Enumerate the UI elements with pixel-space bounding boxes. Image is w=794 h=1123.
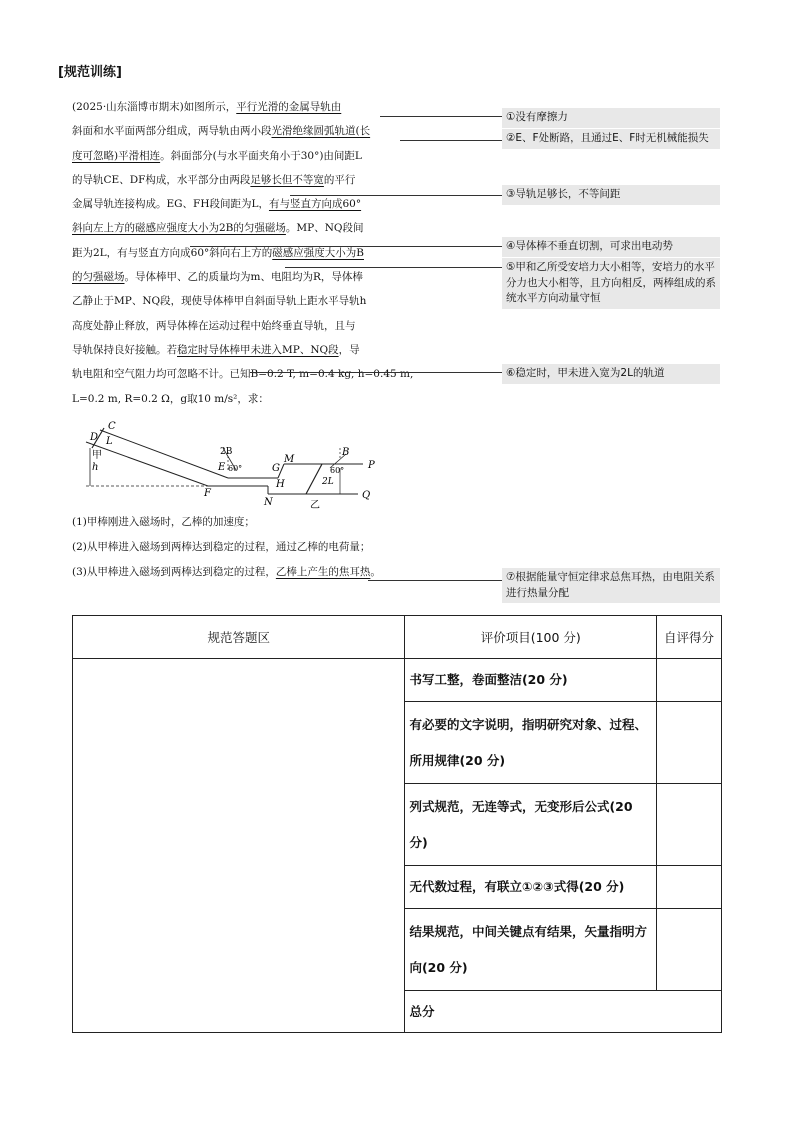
annotation-2: ②E、F处断路，且通过E、F时无机械能损失 — [502, 129, 720, 149]
label-B: B — [342, 447, 350, 458]
problem-text — [72, 95, 422, 411]
label-yi: 乙 — [310, 500, 320, 511]
label-G: G — [272, 463, 280, 474]
problem-line: 的导轨CE、DF构成，水平部分由两段足够长但不等宽的平行 — [72, 173, 356, 186]
score-cell[interactable] — [657, 659, 722, 702]
table-row — [73, 659, 722, 702]
label-angle-1: 60° — [228, 464, 243, 473]
question-1: (1)甲棒刚进入磁场时，乙棒的加速度； — [72, 516, 255, 528]
score-cell[interactable] — [657, 784, 722, 866]
criterion-cell: 结果规范，中间关键点有结果，矢量指明方向(20 分) — [405, 909, 657, 991]
section-heading: [规范训练] — [58, 65, 122, 80]
problem-line: (2025·山东淄博市期末)如图所示，平行光滑的金属导轨由 — [72, 101, 342, 113]
label-N: N — [264, 497, 273, 508]
label-Q: Q — [362, 490, 371, 501]
label-h: h — [92, 462, 99, 473]
criterion-cell: 书写工整，卷面整洁(20 分) — [405, 659, 657, 702]
label-C: C — [108, 421, 116, 432]
table-header-row — [73, 616, 722, 659]
header-criteria: 评价项目(100 分) — [405, 616, 657, 659]
label-angle-2: 60° — [330, 466, 345, 475]
answer-area[interactable] — [73, 659, 405, 1033]
problem-line: 的匀强磁场。导体棒甲、乙的质量均为m、电阻均为R，导体棒 — [72, 271, 363, 284]
problem-line: 距为2L，有与竖直方向成60°斜向右上方的磁感应强度大小为B — [72, 246, 364, 259]
problem-line: 轨电阻和空气阻力均可忽略不计。已知B=0.2 T, m=0.4 kg, h=0.45 m, — [72, 368, 414, 381]
problem-line: 乙静止于MP、NQ段，现使导体棒甲自斜面导轨上距水平导轨h — [72, 295, 367, 308]
leader-line — [250, 372, 502, 373]
annotation-4: ④导体棒不垂直切割，可求出电动势 — [502, 237, 720, 257]
problem-line: 斜向左上方的磁感应强度大小为2B的匀强磁场。MP、NQ段间 — [72, 222, 364, 235]
annotation-5: ⑤甲和乙所受安培力大小相等，安培力的水平分力也大小相等，且方向相反，两棒组成的系统水平方向动量守恒 — [502, 258, 720, 309]
score-cell[interactable] — [657, 866, 722, 909]
leader-line — [380, 116, 502, 117]
label-jia: 甲 — [92, 450, 102, 461]
leader-line — [368, 580, 502, 581]
label-E: E — [218, 462, 226, 473]
score-cell[interactable] — [657, 702, 722, 784]
problem-line: 金属导轨连接构成。EG、FH段间距为L，有与竖直方向成60° — [72, 198, 362, 211]
label-P: P — [368, 460, 375, 471]
annotation-3: ③导轨足够长，不等间距 — [502, 185, 720, 205]
label-F: F — [204, 488, 211, 499]
label-H: H — [276, 479, 285, 490]
problem-line: 度可忽略)平滑相连。斜面部分(与水平面夹角小于30°)由间距L — [72, 149, 362, 162]
label-2L: 2L — [322, 477, 334, 487]
question-2: (2)从甲棒进入磁场到两棒达到稳定的过程，通过乙棒的电荷量； — [72, 541, 371, 553]
score-cell[interactable] — [657, 909, 722, 991]
label-L: L — [106, 436, 113, 447]
rail-diagram — [78, 418, 388, 518]
criterion-cell: 有必要的文字说明，指明研究对象、过程、所用规律(20 分) — [405, 702, 657, 784]
leader-line — [290, 195, 502, 196]
header-self-score: 自评得分 — [657, 616, 722, 659]
scoring-table — [72, 615, 722, 1033]
label-M: M — [284, 454, 295, 465]
criterion-cell: 无代数过程，有联立①②③式得(20 分) — [405, 866, 657, 909]
leader-line — [400, 140, 502, 141]
criterion-cell: 列式规范，无连等式，无变形后公式(20 分) — [405, 784, 657, 866]
total-score-cell: 总分 — [405, 991, 722, 1033]
leader-line — [190, 246, 502, 247]
problem-line: 斜面和水平面两部分组成，两导轨由两小段光滑绝缘圆弧轨道(长 — [72, 125, 371, 138]
leader-line — [285, 267, 502, 268]
problem-line: 高度处静止释放，两导体棒在运动过程中始终垂直导轨，且与 — [72, 319, 356, 332]
annotation-6: ⑥稳定时，甲未进入宽为2L的轨道 — [502, 364, 720, 384]
annotation-7: ⑦根据能量守恒定律求总焦耳热，由电阻关系进行热量分配 — [502, 568, 720, 603]
problem-line: L=0.2 m, R=0.2 Ω，g取10 m/s²，求： — [72, 392, 269, 405]
label-2B: 2B — [220, 447, 233, 457]
annotation-1: ①没有摩擦力 — [502, 108, 720, 128]
label-D: D — [90, 432, 99, 443]
header-answer-area: 规范答题区 — [73, 616, 405, 659]
question-3: (3)从甲棒进入磁场到两棒达到稳定的过程，乙棒上产生的焦耳热。 — [72, 566, 381, 578]
problem-line: 导轨保持良好接触。若稳定时导体棒甲未进入MP、NQ段，导 — [72, 343, 360, 356]
